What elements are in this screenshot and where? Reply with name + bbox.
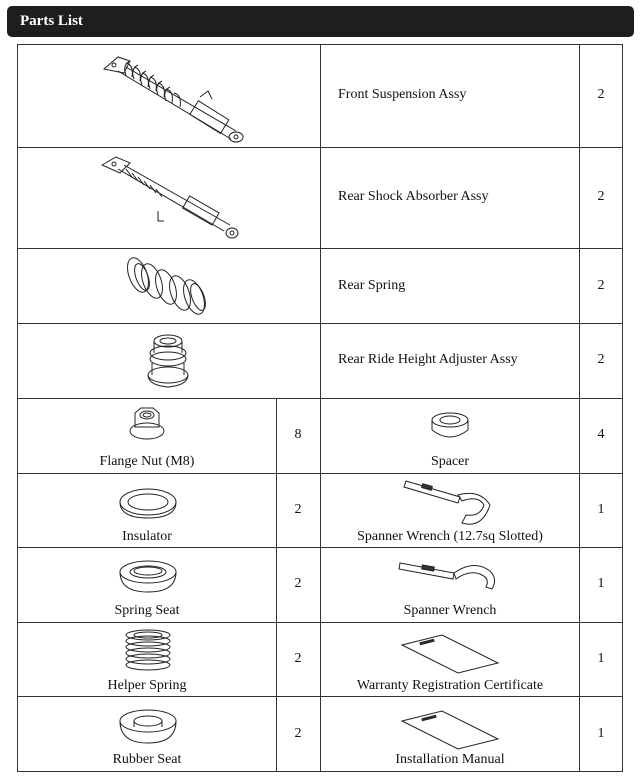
insulator-icon	[118, 487, 178, 521]
part-qty: 2	[597, 189, 605, 204]
part-qty: 2	[597, 278, 605, 293]
part-qty: 8	[294, 427, 302, 442]
spanner-wrench-icon	[398, 557, 502, 593]
parts-list-header	[7, 6, 634, 37]
part-qty: 2	[597, 87, 605, 102]
part-name: Spanner Wrench	[403, 603, 497, 618]
column-divider	[579, 45, 580, 771]
part-qty: 1	[597, 576, 605, 591]
flange-nut-icon	[128, 407, 166, 441]
rear-spring-icon	[122, 253, 214, 319]
part-qty: 2	[294, 502, 302, 517]
installation-manual-icon	[400, 709, 500, 751]
part-qty: 1	[597, 502, 605, 517]
part-name: Insulator	[122, 529, 172, 544]
part-qty: 1	[597, 651, 605, 666]
part-qty: 2	[294, 576, 302, 591]
ride-height-adjuster-icon	[142, 331, 194, 391]
part-name: Rear Ride Height Adjuster Assy	[338, 352, 518, 367]
spacer-icon	[430, 411, 470, 439]
part-name: Spring Seat	[114, 603, 180, 618]
part-name: Helper Spring	[107, 678, 187, 693]
part-name: Rear Spring	[338, 278, 406, 293]
front-suspension-icon	[96, 49, 246, 147]
part-name: Spacer	[430, 454, 470, 469]
helper-spring-icon	[122, 629, 174, 673]
parts-table	[17, 44, 623, 772]
part-qty: 2	[294, 726, 302, 741]
part-name: Spanner Wrench (12.7sq Slotted)	[357, 529, 543, 544]
part-qty: 2	[597, 352, 605, 367]
column-divider	[276, 398, 277, 771]
part-qty: 1	[597, 726, 605, 741]
part-name: Warranty Registration Certificate	[356, 678, 544, 693]
spanner-wrench-slotted-icon	[400, 477, 496, 529]
parts-list-title: Parts List	[20, 13, 83, 29]
part-name: Rear Shock Absorber Assy	[338, 189, 489, 204]
part-qty: 4	[597, 427, 605, 442]
part-name: Installation Manual	[395, 752, 505, 767]
part-name: Flange Nut (M8)	[99, 454, 195, 469]
part-name: Rubber Seat	[112, 752, 182, 767]
warranty-certificate-icon	[400, 633, 500, 675]
column-divider	[320, 45, 321, 771]
part-qty: 2	[294, 651, 302, 666]
part-name: Front Suspension Assy	[338, 87, 467, 102]
rubber-seat-icon	[118, 707, 178, 747]
spring-seat-icon	[118, 559, 178, 595]
rear-shock-absorber-icon	[96, 153, 246, 241]
